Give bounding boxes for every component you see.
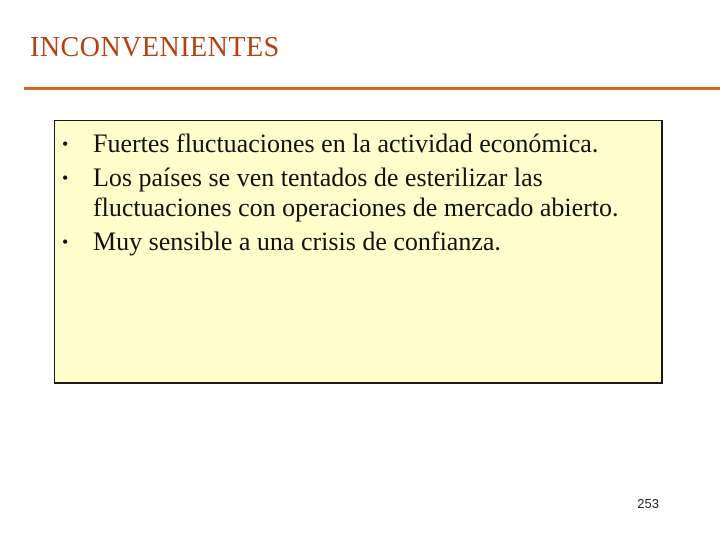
bullet-item <box>60 163 651 223</box>
bullet-text: Fuertes fluctuaciones en la actividad económica. <box>93 129 599 158</box>
bullet-icon: • <box>62 134 69 154</box>
bullet-item <box>60 129 651 159</box>
page-number: 253 <box>637 496 659 511</box>
bullet-box <box>54 120 663 384</box>
bullet-icon: • <box>62 168 69 188</box>
title-underline <box>24 87 720 90</box>
slide-title: INCONVENIENTES <box>30 32 280 63</box>
bullet-icon: • <box>62 232 69 252</box>
bullet-item <box>60 227 651 257</box>
bullet-list <box>60 129 651 257</box>
bullet-text: Muy sensible a una crisis de confianza. <box>93 227 501 256</box>
bullet-text: Los países se ven tentados de esterilizar las fluctuaciones con operaciones de mercado abierto. <box>93 163 619 222</box>
